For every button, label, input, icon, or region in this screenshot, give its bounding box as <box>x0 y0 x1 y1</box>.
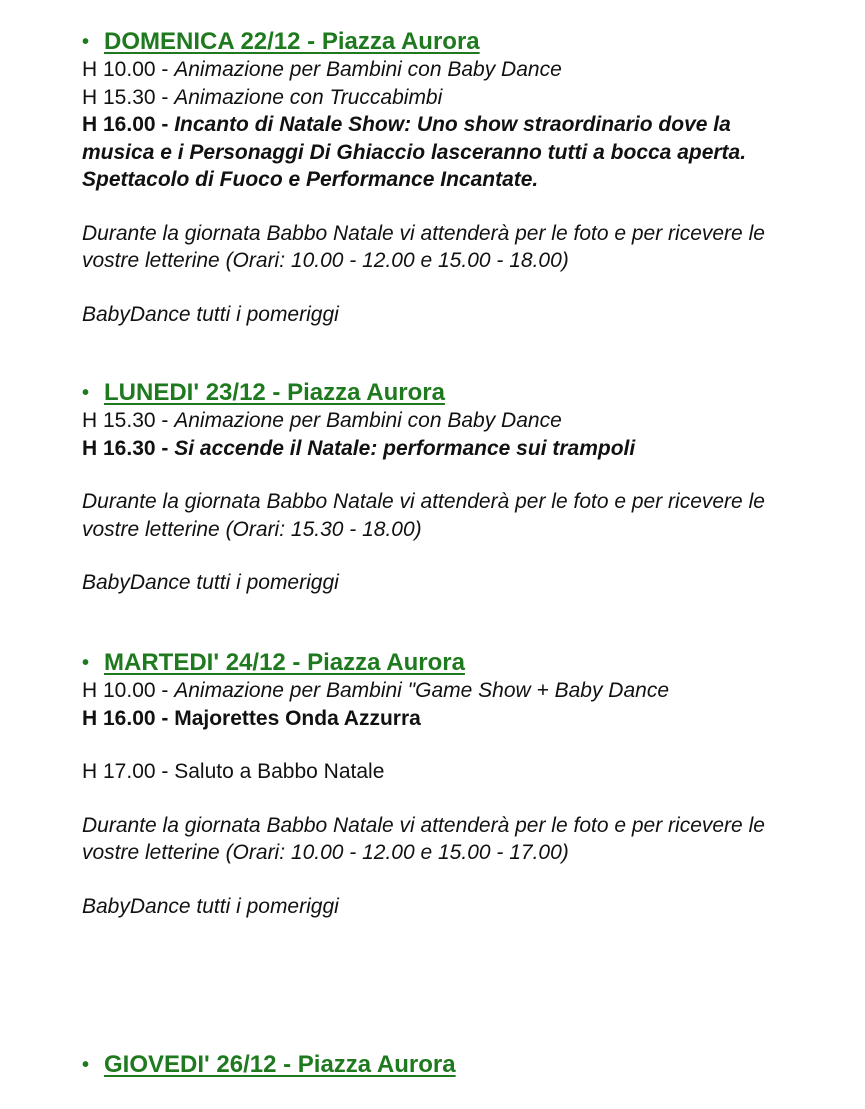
santa-note: Durante la giornata Babbo Natale vi attenderà per le foto e per ricevere le vostre letterine (Orari: 15.30 - 18.00) <box>82 490 765 541</box>
event-description: Incanto di Natale Show: Uno show straordinario dove la musica e i Personaggi Di Ghiaccio lasceranno tutti a bocca aperta. Spettacolo di Fuoco e Performance Incantate. <box>82 113 747 191</box>
day-section-martedi <box>82 649 802 920</box>
event-time: H 15.30 - <box>82 409 175 432</box>
day-section-lunedi <box>82 379 802 597</box>
day-title-link[interactable]: MARTEDI' 24/12 - Piazza Aurora <box>104 649 465 676</box>
day-title-link[interactable]: DOMENICA 22/12 - Piazza Aurora <box>104 28 480 55</box>
event-time: H 16.30 - <box>82 436 175 460</box>
santa-note: Durante la giornata Babbo Natale vi attenderà per le foto e per ricevere le vostre letterine (Orari: 10.00 - 12.00 e 15.00 - 18.00) <box>82 221 765 272</box>
day-heading <box>82 649 802 677</box>
babydance-note: BabyDance tutti i pomeriggi <box>82 302 339 326</box>
bullet-icon: • <box>82 31 90 53</box>
day-heading <box>82 1051 802 1079</box>
event-line <box>82 84 802 112</box>
event-description: Animazione per Bambini "Game Show + Baby Dance <box>174 679 670 702</box>
babydance-note: BabyDance tutti i pomeriggi <box>82 894 339 918</box>
santa-note: Durante la giornata Babbo Natale vi attenderà per le foto e per ricevere le vostre letterine (Orari: 10.00 - 12.00 e 15.00 - 17.00) <box>82 813 765 864</box>
event-line-extra: H 17.00 - Saluto a Babbo Natale <box>82 760 385 783</box>
event-description: Majorettes Onda Azzurra <box>174 706 421 730</box>
event-time: H 10.00 - <box>82 58 175 81</box>
event-line <box>82 56 802 84</box>
event-time: H 16.00 - <box>82 706 175 730</box>
event-line-highlight <box>82 705 802 733</box>
event-description: Si accende il Natale: performance sui trampoli <box>174 436 636 460</box>
bullet-icon: • <box>82 652 90 674</box>
babydance-note: BabyDance tutti i pomeriggi <box>82 571 339 594</box>
day-heading <box>82 379 802 407</box>
event-line-highlight <box>82 435 802 463</box>
day-title-link[interactable]: LUNEDI' 23/12 - Piazza Aurora <box>104 379 445 406</box>
event-time: H 15.30 - <box>82 85 175 109</box>
event-line <box>82 407 802 435</box>
bullet-icon: • <box>82 382 90 404</box>
event-description: Animazione per Bambini con Baby Dance <box>174 58 562 81</box>
event-line-highlight <box>82 111 802 194</box>
event-time: H 10.00 - <box>82 679 175 702</box>
event-time: H 16.00 - <box>82 113 175 136</box>
day-section-giovedi <box>82 1051 802 1079</box>
day-title-link[interactable]: GIOVEDI' 26/12 - Piazza Aurora <box>104 1051 456 1078</box>
bullet-icon: • <box>82 1054 90 1076</box>
event-description: Animazione con Truccabimbi <box>174 85 443 109</box>
event-line <box>82 677 802 705</box>
event-description: Animazione per Bambini con Baby Dance <box>174 409 562 432</box>
day-section-domenica <box>82 28 802 328</box>
day-heading <box>82 28 802 56</box>
